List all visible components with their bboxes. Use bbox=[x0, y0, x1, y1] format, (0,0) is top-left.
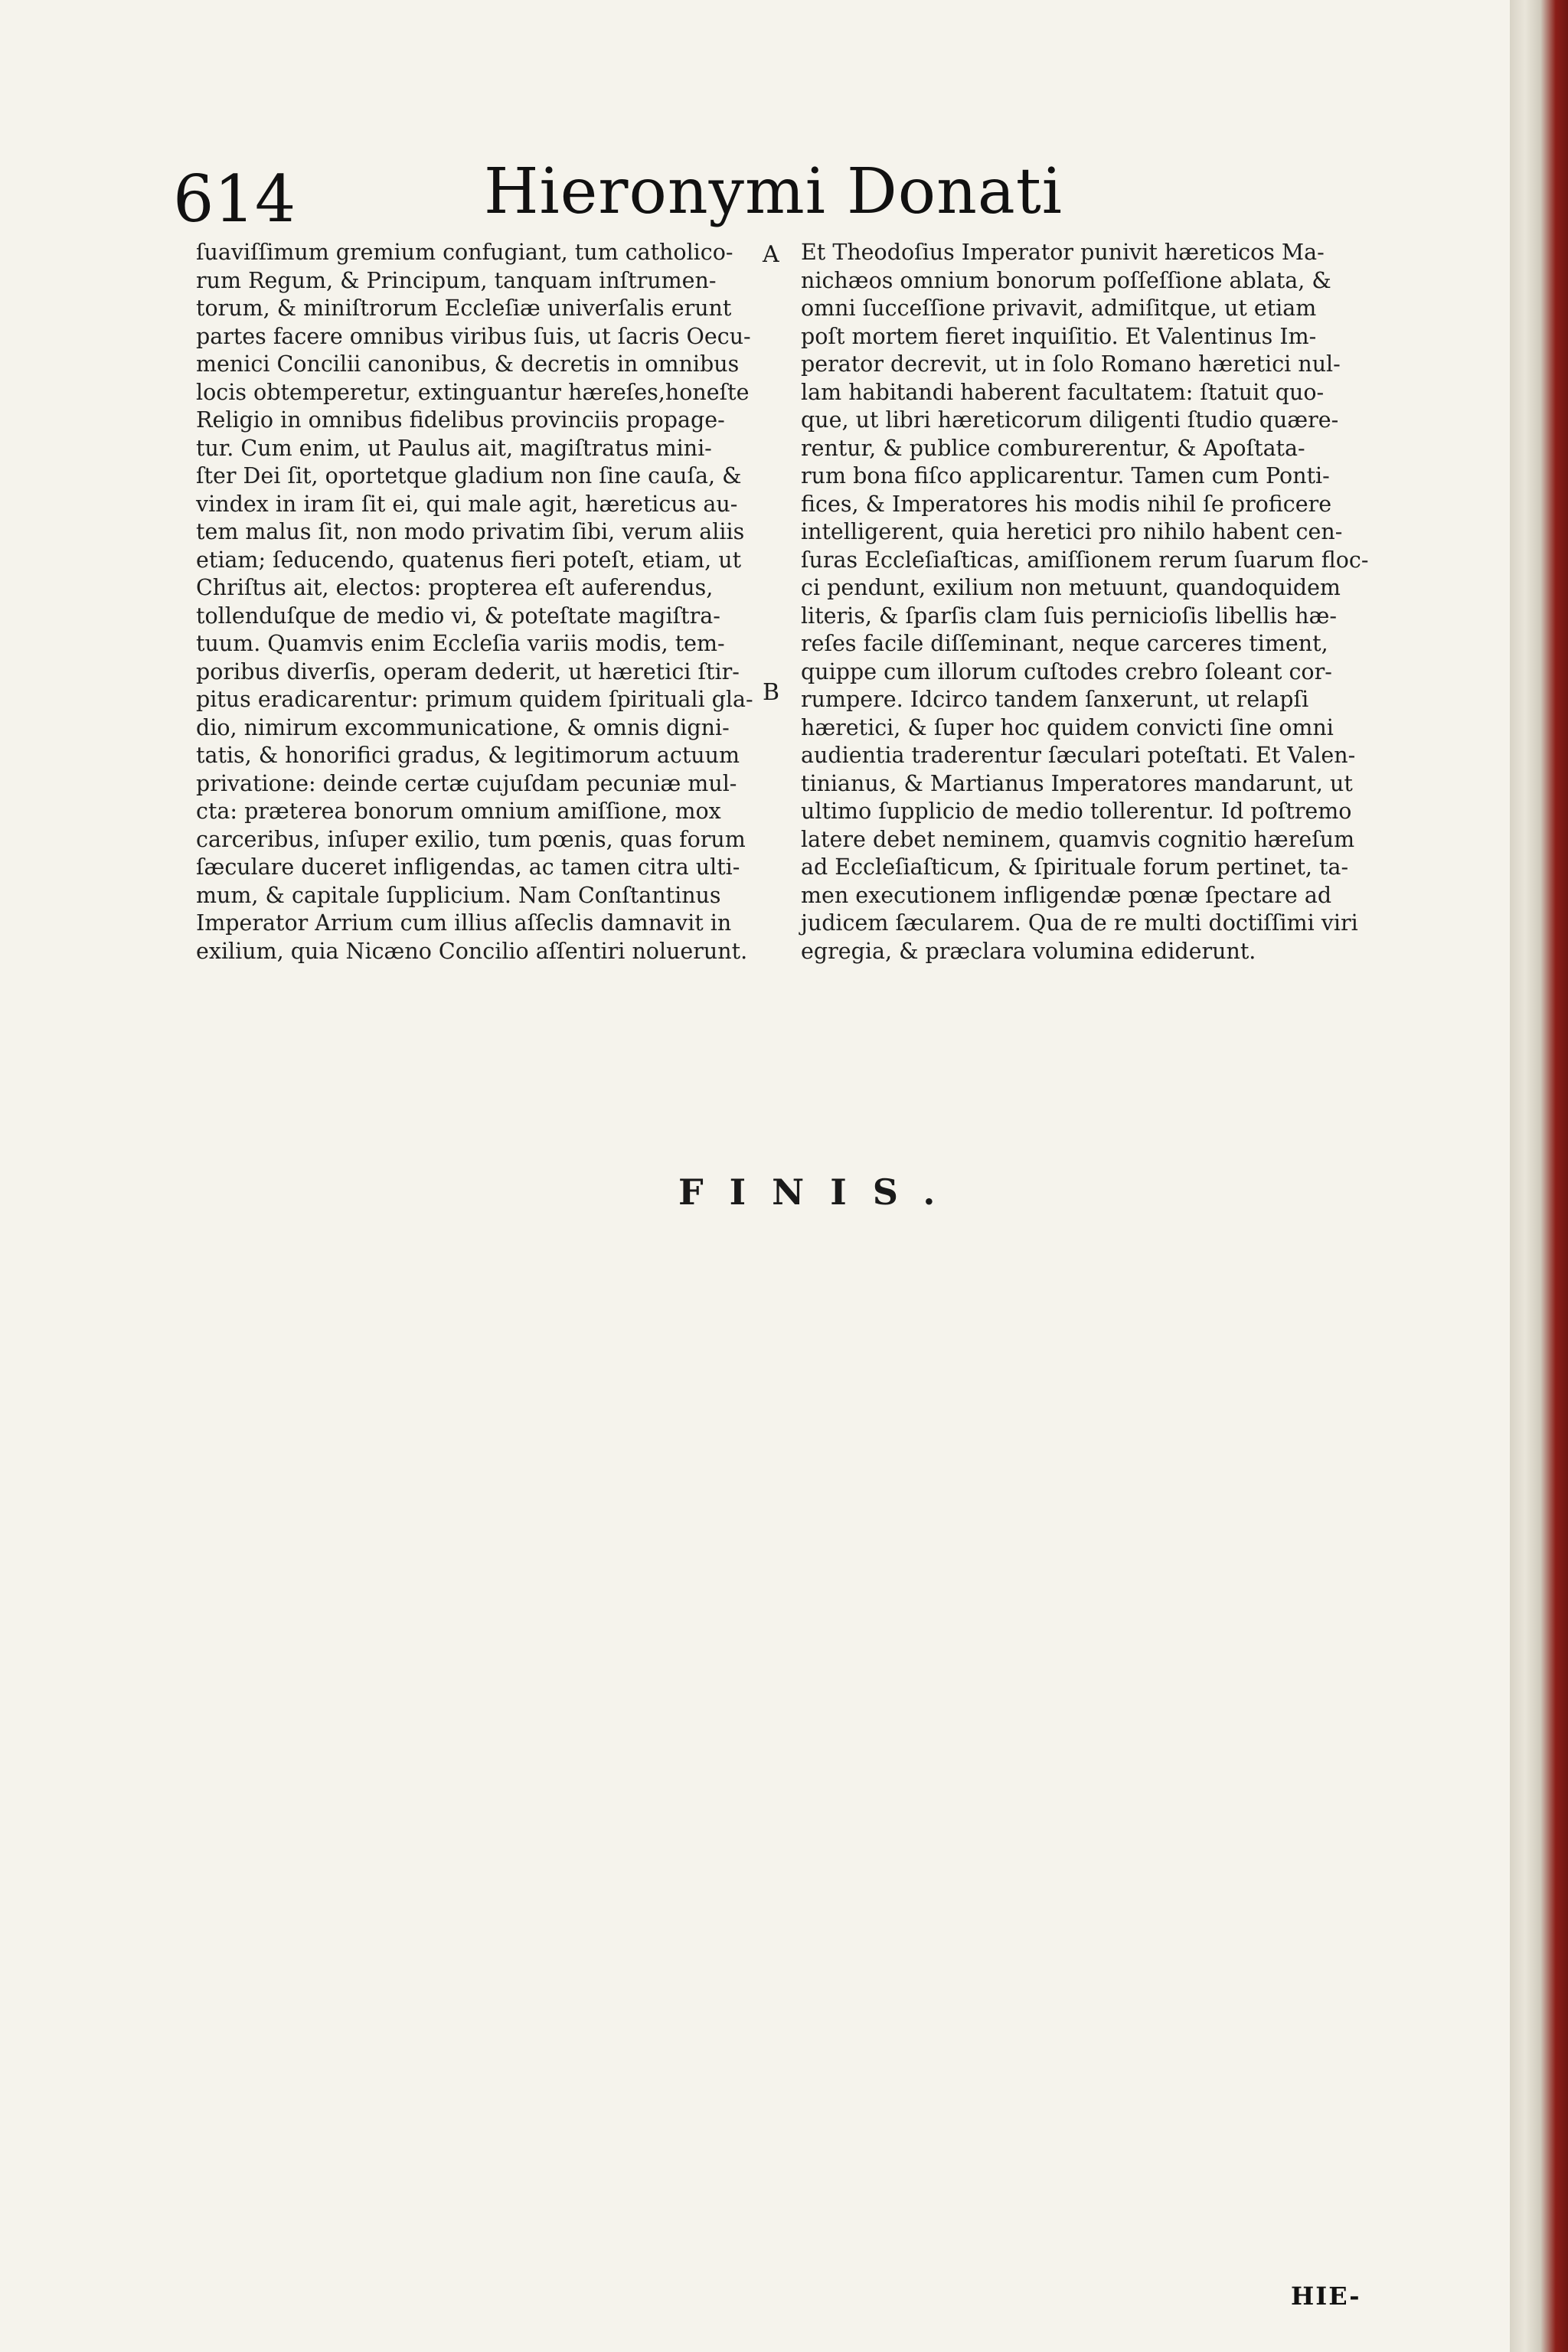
running-head: Hieronymi Donati bbox=[484, 155, 1063, 228]
text-line: tatis, & honorifici gradus, & legitimorum actuum bbox=[196, 743, 740, 768]
text-line: cta: præterea bonorum omnium amiſſione, mox bbox=[196, 799, 721, 824]
text-line: tollenduſque de medio vi, & poteſtate magiſtra- bbox=[196, 603, 720, 629]
text-line: poribus diverſis, operam dederit, ut hæretici ſtir- bbox=[196, 658, 740, 684]
text-line: que, ut libri hæreticorum diligenti ſtudio quære- bbox=[801, 407, 1339, 433]
text-line: ci pendunt, exilium non metuunt, quandoquidem bbox=[801, 575, 1341, 600]
text-line: ſuras Eccleſiaſticas, amiſſionem rerum ſuarum floc- bbox=[801, 547, 1369, 573]
text-line: ſæculare duceret infligendas, ac tamen citra ulti- bbox=[196, 854, 740, 880]
text-line: torum, & miniſtrorum Eccleſiæ univerſalis erunt bbox=[196, 296, 732, 321]
text-line: literis, & ſparſis clam ſuis pernicioſis libellis hæ- bbox=[801, 603, 1338, 629]
text-line: reſes facile diſſeminant, neque carceres timent, bbox=[801, 631, 1328, 656]
text-line: intelligerent, quia heretici pro nihilo habent cen- bbox=[801, 519, 1343, 544]
left-text-column bbox=[196, 239, 760, 965]
text-line: tuum. Quamvis enim Eccleſia variis modis, tem- bbox=[196, 631, 725, 656]
text-line: carceribus, inſuper exilio, tum pœnis, quas forum bbox=[196, 826, 746, 852]
text-line: privatione: deinde certæ cujuſdam pecuniæ mul- bbox=[196, 770, 737, 796]
text-line: menici Concilii canonibus, & decretis in omnibus bbox=[196, 351, 740, 377]
text-line: rum Regum, & Principum, tanquam inſtrumen- bbox=[196, 267, 717, 293]
margin-marker-b: B bbox=[763, 679, 780, 706]
text-line: audientia traderentur ſæculari poteſtati. Et Valen- bbox=[801, 743, 1356, 768]
text-line: quippe cum illorum cuſtodes crebro ſoleant cor- bbox=[801, 658, 1332, 684]
text-line: rumpere. Idcirco tandem ſanxerunt, ut relapſi bbox=[801, 687, 1309, 712]
right-text-column bbox=[801, 239, 1436, 965]
text-line: etiam; ſeducendo, quatenus fieri poteſt, etiam, ut bbox=[196, 547, 742, 573]
text-line: Et Theodoſius Imperator punivit hæreticos Ma- bbox=[801, 240, 1325, 265]
text-line: rentur, & publice comburerentur, & Apoſtata- bbox=[801, 435, 1305, 461]
text-line: locis obtemperetur, extinguantur hæreſes,honeſte bbox=[196, 379, 750, 405]
text-line: ultimo ſupplicio de medio tollerentur. Id poſtremo bbox=[801, 799, 1352, 824]
text-line: hæretici, & ſuper hoc quidem convicti ſine omni bbox=[801, 714, 1334, 740]
text-line: vindex in iram ſit ei, qui male agit, hæreticus au- bbox=[196, 491, 738, 517]
text-line: ſuaviſſimum gremium confugiant, tum catholico- bbox=[196, 240, 733, 265]
finis-heading: FINIS. bbox=[678, 1171, 962, 1213]
text-line: tem malus ſit, non modo privatim ſibi, verum aliis bbox=[196, 519, 745, 544]
text-line: pitus eradicarentur: primum quidem ſpirituali gla- bbox=[196, 687, 753, 712]
text-line: mum, & capitale ſupplicium. Nam Conſtantinus bbox=[196, 882, 721, 908]
text-line: men executionem infligendæ pœnæ ſpectare ad bbox=[801, 882, 1332, 908]
text-line: lam habitandi haberent facultatem: ſtatuit quo- bbox=[801, 379, 1325, 405]
text-line: fices, & Imperatores his modis nihil ſe proficere bbox=[801, 491, 1332, 517]
text-line: omni ſucceſſione privavit, admiſitque, ut etiam bbox=[801, 296, 1317, 321]
catchword: HIE- bbox=[1291, 2282, 1361, 2311]
text-line: nichæos omnium bonorum poſſeſſione ablata, & bbox=[801, 267, 1331, 293]
text-line: judicem ſæcularem. Qua de re multi doctiſſimi viri bbox=[801, 910, 1358, 936]
text-line: rum bona fiſco applicarentur. Tamen cum Ponti- bbox=[801, 463, 1330, 488]
text-line: ſter Dei ſit, oportetque gladium non ſine cauſa, & bbox=[196, 463, 742, 488]
text-line: perator decrevit, ut in ſolo Romano hæretici nul- bbox=[801, 351, 1341, 377]
text-line: exilium, quia Nicæno Concilio aſſentiri noluerunt. bbox=[196, 938, 748, 964]
page-number: 614 bbox=[173, 162, 296, 237]
text-line: Religio in omnibus fidelibus provinciis propage- bbox=[196, 407, 725, 433]
text-line: tur. Cum enim, ut Paulus ait, magiſtratus mini- bbox=[196, 435, 712, 461]
text-line: Imperator Arrium cum illius aſſeclis damnavit in bbox=[196, 910, 732, 936]
text-line: tinianus, & Martianus Imperatores mandarunt, ut bbox=[801, 770, 1353, 796]
text-line: ad Eccleſiaſticum, & ſpirituale forum pertinet, ta- bbox=[801, 854, 1349, 880]
margin-marker-a: A bbox=[763, 241, 779, 268]
text-line: latere debet neminem, quamvis cognitio hæreſum bbox=[801, 826, 1355, 852]
text-line: Chriſtus ait, electos: propterea eſt auferendus, bbox=[196, 575, 714, 600]
text-line: dio, nimirum excommunicatione, & omnis digni- bbox=[196, 714, 730, 740]
book-edge bbox=[1510, 0, 1568, 2352]
text-line: poſt mortem fieret inquiſitio. Et Valentinus Im- bbox=[801, 323, 1317, 349]
text-line: partes facere omnibus viribus ſuis, ut ſacris Oecu- bbox=[196, 323, 751, 349]
text-line: egregia, & præclara volumina ediderunt. bbox=[801, 938, 1256, 964]
